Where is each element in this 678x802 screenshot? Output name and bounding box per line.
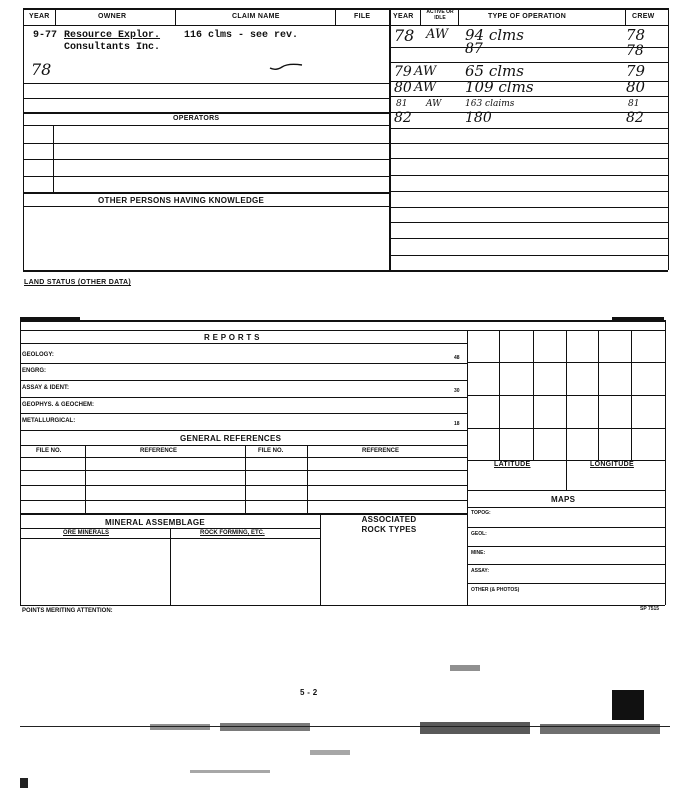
report-row-num: 48 bbox=[454, 355, 460, 361]
maps-rows bbox=[471, 508, 661, 604]
map-row-label: TOPOG: bbox=[471, 510, 491, 516]
rock-forming-label: ROCK FORMING, ETC. bbox=[200, 530, 265, 536]
report-row-num: 30 bbox=[454, 388, 460, 394]
report-row-num: 18 bbox=[454, 421, 460, 427]
op-type: 65 clms bbox=[465, 62, 524, 80]
form-number: SP 7515 bbox=[640, 606, 660, 612]
op-status: AW bbox=[426, 99, 442, 109]
map-row-label: GEOL: bbox=[471, 531, 487, 537]
op-type: 87 bbox=[465, 41, 483, 57]
points-meriting-label: POINTS MERITING ATTENTION: bbox=[22, 608, 113, 614]
owner-year-handwritten: 78 bbox=[31, 60, 52, 79]
longitude-label: LONGITUDE bbox=[590, 461, 634, 468]
check-mark-icon bbox=[268, 62, 304, 72]
gr-col-file-no: FILE NO. bbox=[36, 448, 62, 454]
col-active-idle-header: ACTIVE OR IDLE bbox=[426, 9, 454, 21]
op-year: 78 bbox=[394, 26, 415, 45]
op-type: 94 clms bbox=[465, 26, 524, 44]
associated-rock-types-label: ASSOCIATED ROCK TYPES bbox=[361, 515, 417, 534]
report-row-label: GEOLOGY: bbox=[22, 352, 54, 358]
scan-noise-band bbox=[20, 722, 670, 736]
operation-rows bbox=[392, 26, 662, 136]
op-type: 109 clms bbox=[465, 78, 534, 96]
registration-block bbox=[612, 690, 644, 720]
col-owner-header: OWNER bbox=[98, 13, 127, 20]
gr-col-file-no-2: FILE NO. bbox=[258, 448, 284, 454]
col-type-operation-header: TYPE OF OPERATION bbox=[488, 13, 567, 20]
other-persons-label: OTHER PERSONS HAVING KNOWLEDGE bbox=[98, 196, 265, 205]
reports-title: R E P O R T S bbox=[204, 333, 260, 342]
op-crew: 81 bbox=[628, 99, 640, 109]
op-year: 81 bbox=[396, 99, 408, 109]
op-year: 80 bbox=[394, 80, 412, 96]
owner-name-line1: Resource Explor. bbox=[64, 30, 161, 41]
latitude-label: LATITUDE bbox=[494, 461, 531, 468]
reports-rows bbox=[22, 347, 466, 427]
mineral-assemblage-title: MINERAL ASSEMBLAGE bbox=[105, 518, 206, 527]
report-row-label: METALLURGICAL: bbox=[22, 418, 76, 424]
gr-col-reference: REFERENCE bbox=[140, 448, 178, 454]
owner-year: 9-77 bbox=[33, 30, 58, 41]
report-row-label: ASSAY & IDENT: bbox=[22, 385, 70, 391]
op-crew: 78 bbox=[626, 26, 646, 44]
op-year: 82 bbox=[394, 110, 412, 126]
col-file-header: FILE bbox=[354, 13, 371, 20]
op-type: 180 bbox=[465, 110, 492, 126]
claim-name-entry: 116 clms - see rev. bbox=[184, 30, 299, 41]
land-status-label: LAND STATUS (OTHER DATA) bbox=[24, 279, 132, 286]
map-row-label: MINE: bbox=[471, 550, 486, 556]
op-year: 79 bbox=[394, 64, 412, 80]
ore-minerals-label: ORE MINERALS bbox=[63, 530, 110, 536]
maps-title: MAPS bbox=[551, 495, 576, 504]
owner-name-line2: Consultants Inc. bbox=[64, 42, 161, 53]
map-row-label: OTHER (& PHOTOS) bbox=[471, 587, 520, 593]
col-year2-header: YEAR bbox=[393, 13, 414, 20]
op-crew: 78 bbox=[626, 43, 644, 59]
operators-label: OPERATORS bbox=[173, 115, 220, 122]
col-crew-header: CREW bbox=[632, 13, 655, 20]
general-references-title: GENERAL REFERENCES bbox=[180, 434, 282, 443]
report-row-label: ENGRG: bbox=[22, 368, 46, 374]
op-status: AW bbox=[426, 27, 449, 42]
op-crew: 80 bbox=[626, 78, 646, 96]
map-row-label: ASSAY: bbox=[471, 568, 490, 574]
op-status: AW bbox=[414, 64, 437, 79]
op-crew: 82 bbox=[626, 110, 644, 126]
gr-col-reference-2: REFERENCE bbox=[362, 448, 400, 454]
op-crew: 79 bbox=[626, 62, 646, 80]
col-claim-name-header: CLAIM NAME bbox=[232, 13, 280, 20]
op-type: 163 claims bbox=[465, 99, 515, 109]
footer-page-mark: 5 - 2 bbox=[300, 688, 318, 697]
report-row-label: GEOPHYS. & GEOCHEM: bbox=[22, 402, 95, 408]
col-year-header: YEAR bbox=[29, 13, 50, 20]
op-status: AW bbox=[414, 80, 437, 95]
